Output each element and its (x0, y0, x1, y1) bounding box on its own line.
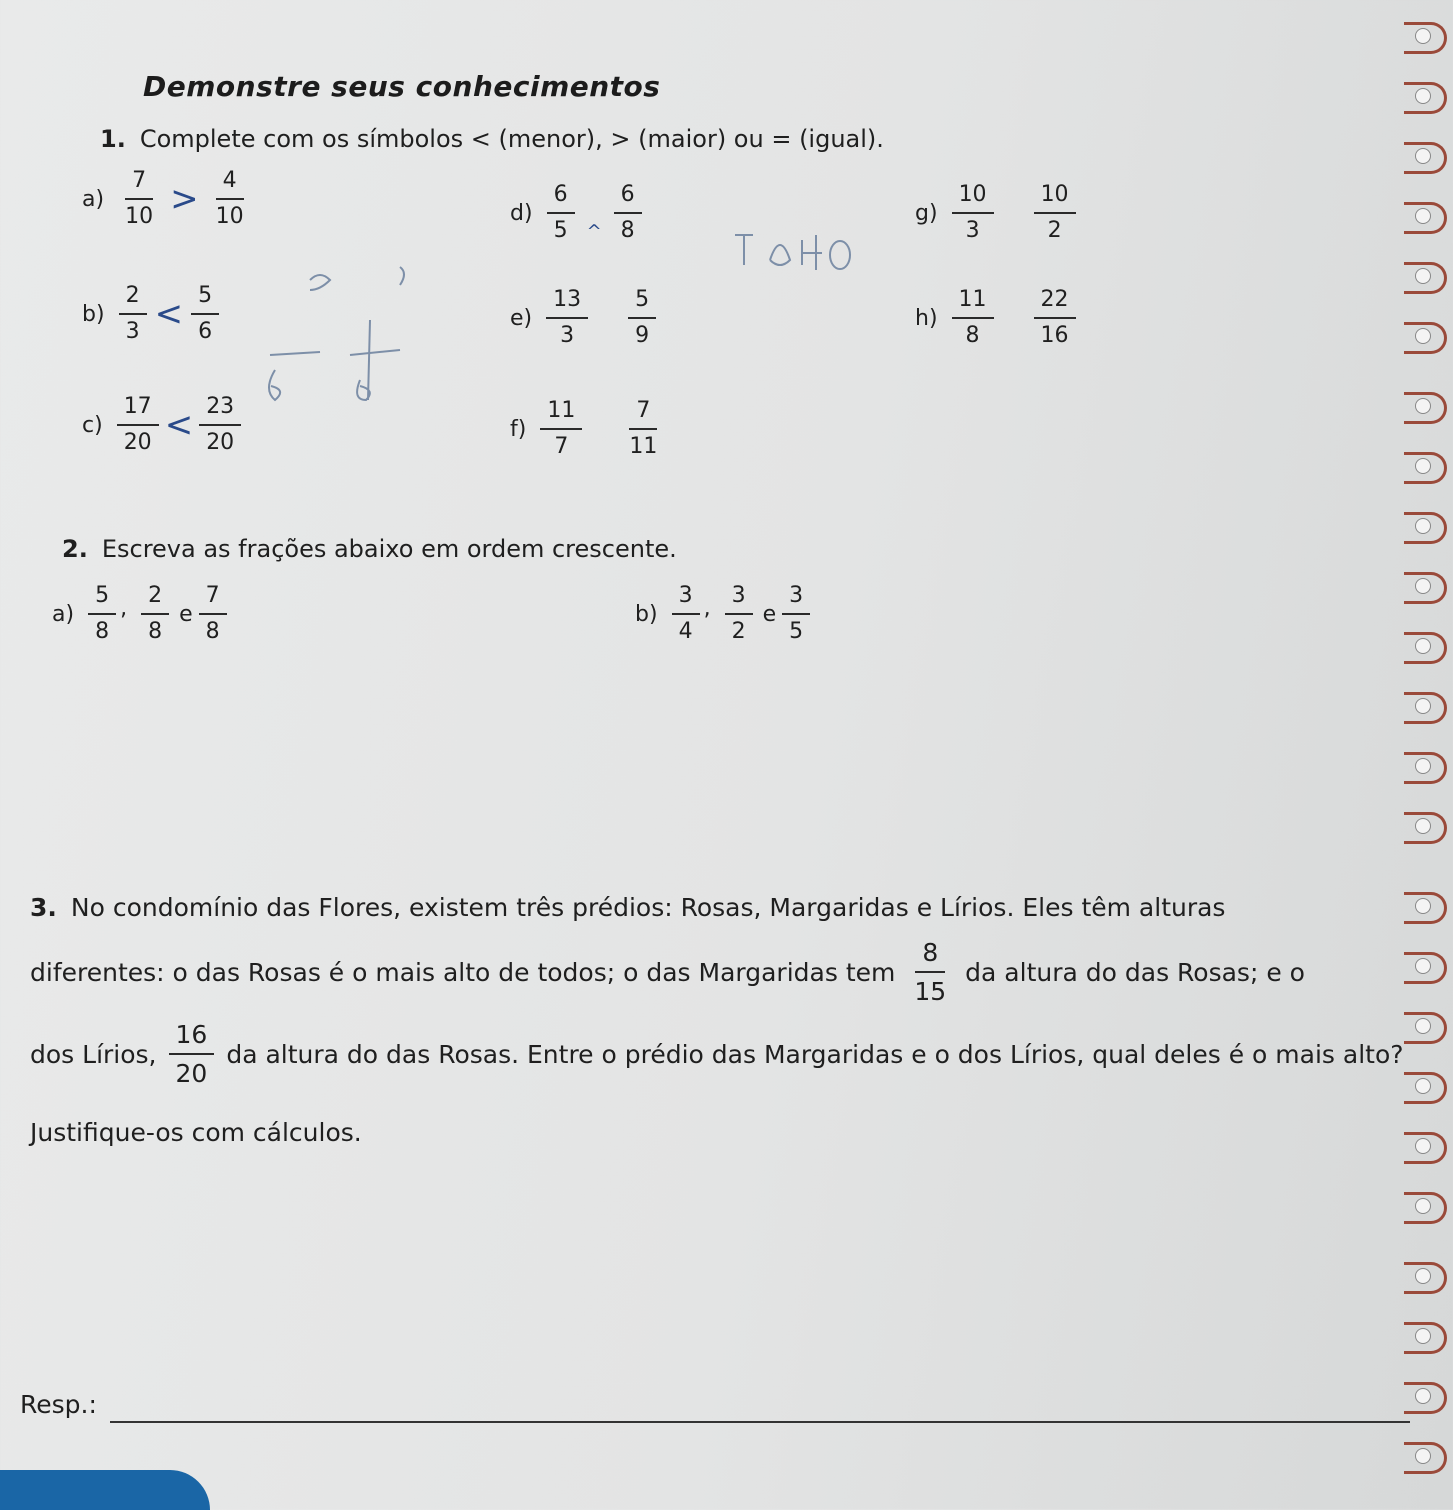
question-3-text-1: No condomínio das Flores, existem três prédios: Rosas, Margaridas e Lírios. Eles têm alturas (70, 893, 1226, 922)
response-label: Resp.: (20, 1390, 97, 1419)
separator: e (762, 601, 777, 627)
fraction-eight-fifteenths: $\frac{8}{15}$ (914, 938, 947, 1006)
question-1-statement (100, 125, 884, 153)
question-3-number: 3. (30, 893, 57, 922)
fraction-right: $\frac{7}{11}$ (629, 398, 658, 459)
q1-item-b (82, 285, 225, 343)
q1-item-f (510, 400, 670, 458)
fraction-sixteen-twentieths: $\frac{16}{20}$ (169, 1022, 215, 1086)
separator: , (120, 596, 128, 621)
fraction-left: $\frac{6}{5}$ (547, 184, 575, 242)
q2-item-b (635, 585, 816, 643)
q1-item-e-label: e) (510, 305, 533, 331)
question-1-text: Complete com os símbolos < (menor), > (maior) ou = (igual). (139, 125, 884, 153)
fraction-left: $\frac{10}{3}$ (952, 184, 994, 242)
fraction-left: $\frac{11}{7}$ (540, 400, 582, 458)
fraction-right: $\frac{5}{9}$ (628, 289, 656, 347)
fraction-right: $\frac{5}{6}$ (191, 285, 219, 343)
fraction: $\frac{3}{4}$ (672, 585, 700, 643)
handwritten-scribble (730, 225, 860, 285)
question-3-text-2b: da altura do das Rosas; e o (965, 957, 1305, 987)
q2-item-a-label: a) (52, 601, 75, 627)
fraction-left: $\frac{11}{8}$ (952, 289, 994, 347)
fraction-left: $\frac{2}{3}$ (119, 285, 147, 343)
q2-item-a (52, 585, 233, 643)
handwritten-scribble (250, 260, 410, 430)
question-3-line-2 (30, 940, 1305, 1004)
question-2-statement (62, 535, 677, 563)
q1-item-a-label: a) (82, 186, 105, 212)
question-3-text-2a: diferentes: o das Rosas é o mais alto de todos; o das Margaridas tem (30, 957, 896, 987)
fraction: $\frac{7}{8}$ (199, 585, 227, 643)
handwritten-answer-b: < (154, 294, 184, 334)
fraction-right: $\frac{23}{20}$ (199, 396, 241, 454)
q1-item-c (82, 396, 247, 454)
question-3-text-3b: da altura do das Rosas. Entre o prédio das Margaridas e o dos Lírios, qual deles é o mais alto? (226, 1039, 1404, 1069)
fraction-right: $\frac{4}{10}$ (215, 168, 244, 229)
question-3-line-1 (30, 893, 1225, 922)
fraction-right: $\frac{22}{16}$ (1034, 289, 1076, 347)
q1-item-c-label: c) (82, 412, 103, 438)
fraction: $\frac{3}{5}$ (782, 585, 810, 643)
question-2-text: Escreva as frações abaixo em ordem crescente. (101, 535, 677, 563)
section-heading: Demonstre seus conhecimentos (143, 70, 661, 103)
q1-item-g (915, 184, 1082, 242)
separator: , (703, 596, 711, 621)
fraction-right: $\frac{6}{8}$ (614, 184, 642, 242)
fraction-left: $\frac{7}{10}$ (125, 168, 154, 229)
page-corner-tab (0, 1470, 210, 1510)
q1-item-d-label: d) (510, 200, 533, 226)
q1-item-b-label: b) (82, 301, 105, 327)
handwritten-answer-d: ^ (586, 221, 602, 242)
fraction-left: $\frac{17}{20}$ (117, 396, 159, 454)
fraction-right: $\frac{10}{2}$ (1034, 184, 1076, 242)
fraction-left: $\frac{13}{3}$ (546, 289, 588, 347)
q1-item-h-label: h) (915, 305, 938, 331)
question-3-text-3a: dos Lírios, (30, 1039, 157, 1069)
question-3-line-3 (30, 1022, 1404, 1086)
handwritten-answer-c: < (164, 405, 194, 445)
q1-item-h (915, 289, 1082, 347)
fraction: $\frac{3}{2}$ (725, 585, 753, 643)
q1-item-e (510, 289, 662, 347)
handwritten-answer-a: > (170, 179, 199, 219)
question-3-line-4: Justifique-os com cálculos. (30, 1118, 362, 1147)
response-line (110, 1421, 1410, 1423)
q1-item-g-label: g) (915, 200, 938, 226)
question-2-number: 2. (62, 535, 88, 563)
q2-item-b-label: b) (635, 601, 658, 627)
question-1-number: 1. (100, 125, 126, 153)
fraction: $\frac{2}{8}$ (141, 585, 169, 643)
q1-item-f-label: f) (510, 416, 527, 442)
q1-item-d (510, 184, 648, 242)
fraction: $\frac{5}{8}$ (88, 585, 116, 643)
spiral-binding (1401, 0, 1453, 1509)
separator: e (179, 601, 193, 627)
q1-item-a (82, 170, 257, 228)
